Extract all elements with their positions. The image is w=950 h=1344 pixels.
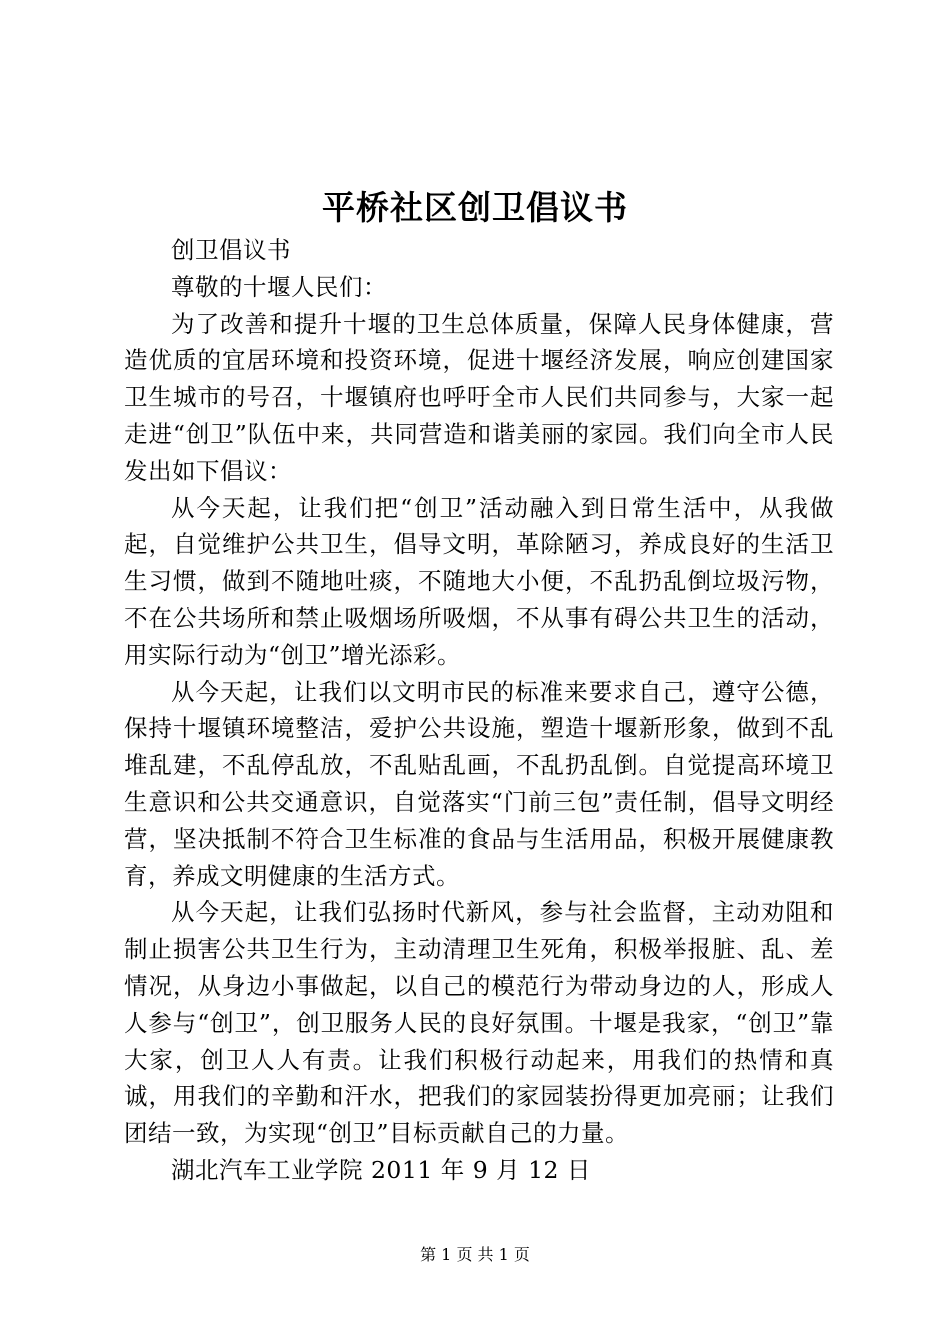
body-paragraph: 从今天起，让我们弘扬时代新风，参与社会监督，主动劝阻和制止损害公共卫生行为，主动清理卫生死角，积极举报脏、乱、差情况，从身边小事做起，以自己的模范行为带动身边的人，形成人人参与“创卫”，创卫服务人民的良好氛围。十堰是我家，“创卫”靠大家，创卫人人有责。让我们积极行动起来，用我们的热情和真诚，用我们的辛勤和汗水，把我们的家园装扮得更加亮丽；让我们团结一致，为实现“创卫”目标贡献自己的力量。 bbox=[124, 898, 834, 1148]
document-title: 平桥社区创卫倡议书 bbox=[322, 188, 628, 227]
body-paragraph: 从今天起，让我们把“创卫”活动融入到日常生活中，从我做起，自觉维护公共卫生，倡导文明，革除陋习，养成良好的生活卫生习惯，做到不随地吐痰，不随地大小便，不乱扔乱倒垃圾污物，不在公共场所和禁止吸烟场所吸烟，不从事有碍公共卫生的活动，用实际行动为“创卫”增光添彩。 bbox=[124, 493, 834, 669]
salutation-paragraph: 尊敬的十堰人民们： bbox=[171, 272, 387, 301]
intro-paragraph: 为了改善和提升十堰的卫生总体质量，保障人民身体健康，营造优质的宜居环境和投资环境，促进十堰经济发展，响应创建国家卫生城市的号召，十堰镇府也呼吁全市人民们共同参与，大家一起走进“创卫”队伍中来，共同营造和谐美丽的家园。我们向全市人民发出如下倡议： bbox=[124, 309, 834, 485]
signature-paragraph: 湖北汽车工业学院 2011 年 9 月 12 日 bbox=[171, 1155, 591, 1184]
document-body bbox=[124, 232, 834, 1189]
body-paragraph: 从今天起，让我们以文明市民的标准来要求自己，遵守公德，保持十堰镇环境整洁，爱护公共设施，塑造十堰新形象，做到不乱堆乱建，不乱停乱放，不乱贴乱画，不乱扔乱倒。自觉提高环境卫生意识和公共交通意识，自觉落实“门前三包”责任制，倡导文明经营，坚决抵制不符合卫生标准的食品与生活用品，积极开展健康教育，养成文明健康的生活方式。 bbox=[124, 677, 834, 890]
page-number-footer: 第 1 页 共 1 页 bbox=[420, 1245, 530, 1264]
subtitle-paragraph: 创卫倡议书 bbox=[171, 236, 291, 264]
